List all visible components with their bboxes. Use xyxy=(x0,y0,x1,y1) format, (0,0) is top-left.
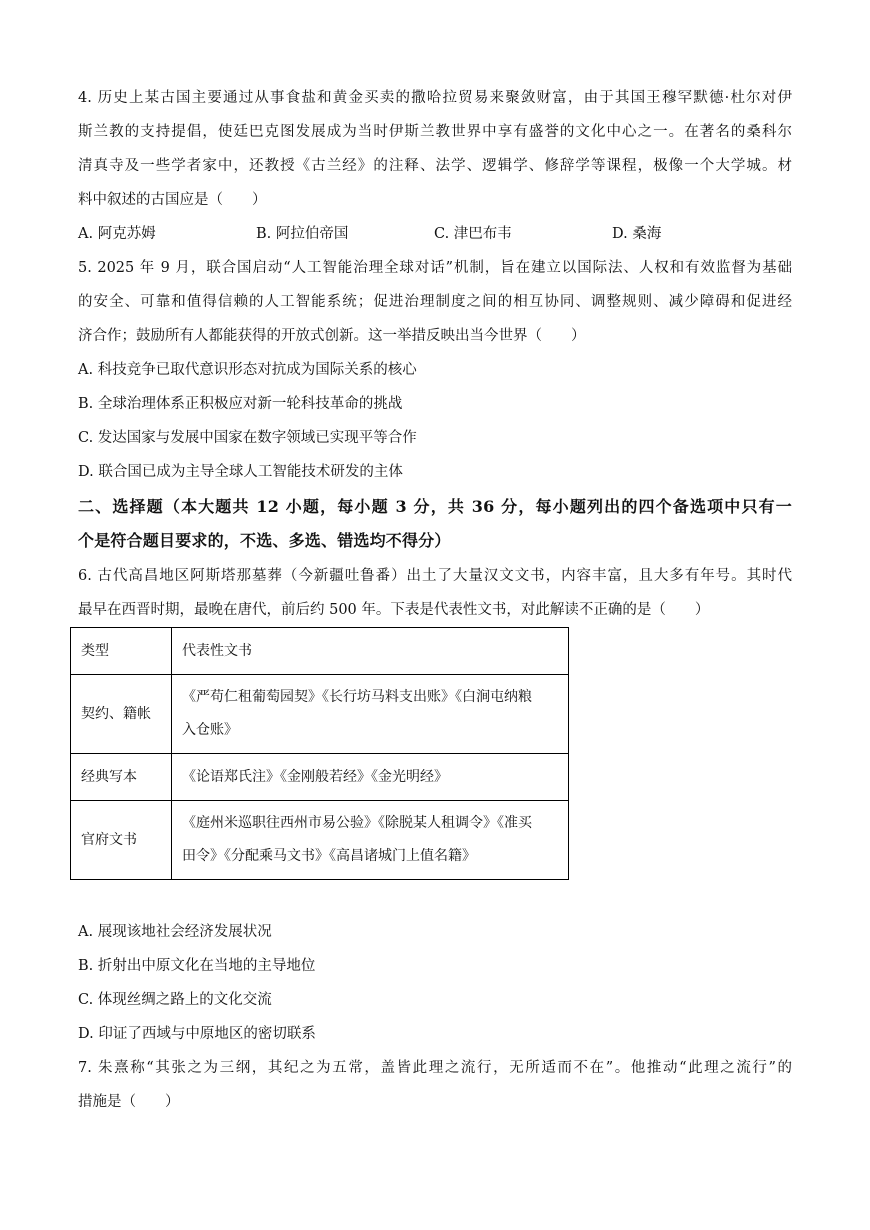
row-type: 契约、籍帐 xyxy=(71,675,172,754)
q4-option-d: D. 桑海 xyxy=(612,226,662,242)
q5-line-3: 济合作；鼓励所有人都能获得的开放式创新。这一举措反映出当今世界（ ） xyxy=(78,328,586,344)
header-type: 类型 xyxy=(71,628,172,675)
q7-line-1: 7. 朱熹称“其张之为三纲，其纪之为五常，盖皆此理之流行，无所适而不在”。他推动“此理之流行”的 xyxy=(78,1060,792,1076)
q5-line-2: 的安全、可靠和值得信赖的人工智能系统；促进治理制度之间的相互协同、调整规则、减少障碍和促进经 xyxy=(78,294,792,310)
q4-option-b: B. 阿拉伯帝国 xyxy=(256,226,349,242)
q6-option-c: C. 体现丝绸之路上的文化交流 xyxy=(78,992,272,1008)
q5-option-d: D. 联合国已成为主导全球人工智能技术研发的主体 xyxy=(78,464,403,480)
q6-option-b: B. 折射出中原文化在当地的主导地位 xyxy=(78,958,316,974)
row-documents-line-2: 田令》《分配乘马文书》《高昌诸城门上值名籍》 xyxy=(182,848,476,864)
row-type: 经典写本 xyxy=(71,754,172,801)
q5-option-a: A. 科技竞争已取代意识形态对抗成为国际关系的核心 xyxy=(78,362,417,378)
row-documents-line-1: 《庭州米巡职往西州市易公验》《除脱某人租调令》《准买 xyxy=(182,815,532,831)
row-documents: 《论语郑氏注》《金刚般若经》《金光明经》 xyxy=(172,754,569,801)
q7-line-2: 措施是（ ） xyxy=(78,1094,180,1110)
documents-table xyxy=(70,627,569,880)
q5-line-1: 5. 2025 年 9 月，联合国启动“人工智能治理全球对话”机制，旨在建立以国际法、人权和有效监督为基础 xyxy=(78,260,792,276)
table-header-row xyxy=(71,628,569,675)
table-row xyxy=(71,801,569,880)
q5-option-c: C. 发达国家与发展中国家在数字领域已实现平等合作 xyxy=(78,430,417,446)
q5-option-b: B. 全球治理体系正积极应对新一轮科技革命的挑战 xyxy=(78,396,403,412)
q4-line-2: 斯兰教的支持提倡，使廷巴克图发展成为当时伊斯兰教世界中享有盛誉的文化中心之一。在著名的桑科尔 xyxy=(78,124,792,140)
table-row xyxy=(71,754,569,801)
row-type: 官府文书 xyxy=(71,801,172,880)
table-row xyxy=(71,675,569,754)
q4-line-1: 4. 历史上某古国主要通过从事食盐和黄金买卖的撒哈拉贸易来聚敛财富，由于其国王穆罕默德·杜尔对伊 xyxy=(78,90,792,106)
row-documents xyxy=(172,675,569,754)
q4-option-c: C. 津巴布韦 xyxy=(434,226,512,242)
header-documents: 代表性文书 xyxy=(172,628,569,675)
q4-line-4: 料中叙述的古国应是（ ） xyxy=(78,192,267,208)
row-documents-line-1: 《严苟仁租葡萄园契》《长行坊马料支出账》《白涧屯纳粮 xyxy=(182,689,532,705)
q6-option-d: D. 印证了西域与中原地区的密切联系 xyxy=(78,1026,316,1042)
row-documents-line-2: 入仓账》 xyxy=(182,722,238,738)
q4-option-a: A. 阿克苏姆 xyxy=(78,226,156,242)
q4-line-3: 清真寺及一些学者家中，还教授《古兰经》的注释、法学、逻辑学、修辞学等课程，极像一个大学城。材 xyxy=(78,158,792,174)
q6-option-a: A. 展现该地社会经济发展状况 xyxy=(78,924,272,940)
q6-line-1: 6. 古代高昌地区阿斯塔那墓葬（今新疆吐鲁番）出土了大量汉文文书，内容丰富，且大多有年号。其时代 xyxy=(78,568,792,584)
row-documents xyxy=(172,801,569,880)
section-heading-line-1: 二、选择题（本大题共 12 小题，每小题 3 分，共 36 分，每小题列出的四个备选项中只有一 xyxy=(78,497,792,516)
section-heading-line-2: 个是符合题目要求的，不选、多选、错选均不得分） xyxy=(78,531,451,550)
q6-line-2: 最早在西晋时期，最晚在唐代，前后约 500 年。下表是代表性文书，对此解读不正确的是（ ） xyxy=(78,602,710,618)
